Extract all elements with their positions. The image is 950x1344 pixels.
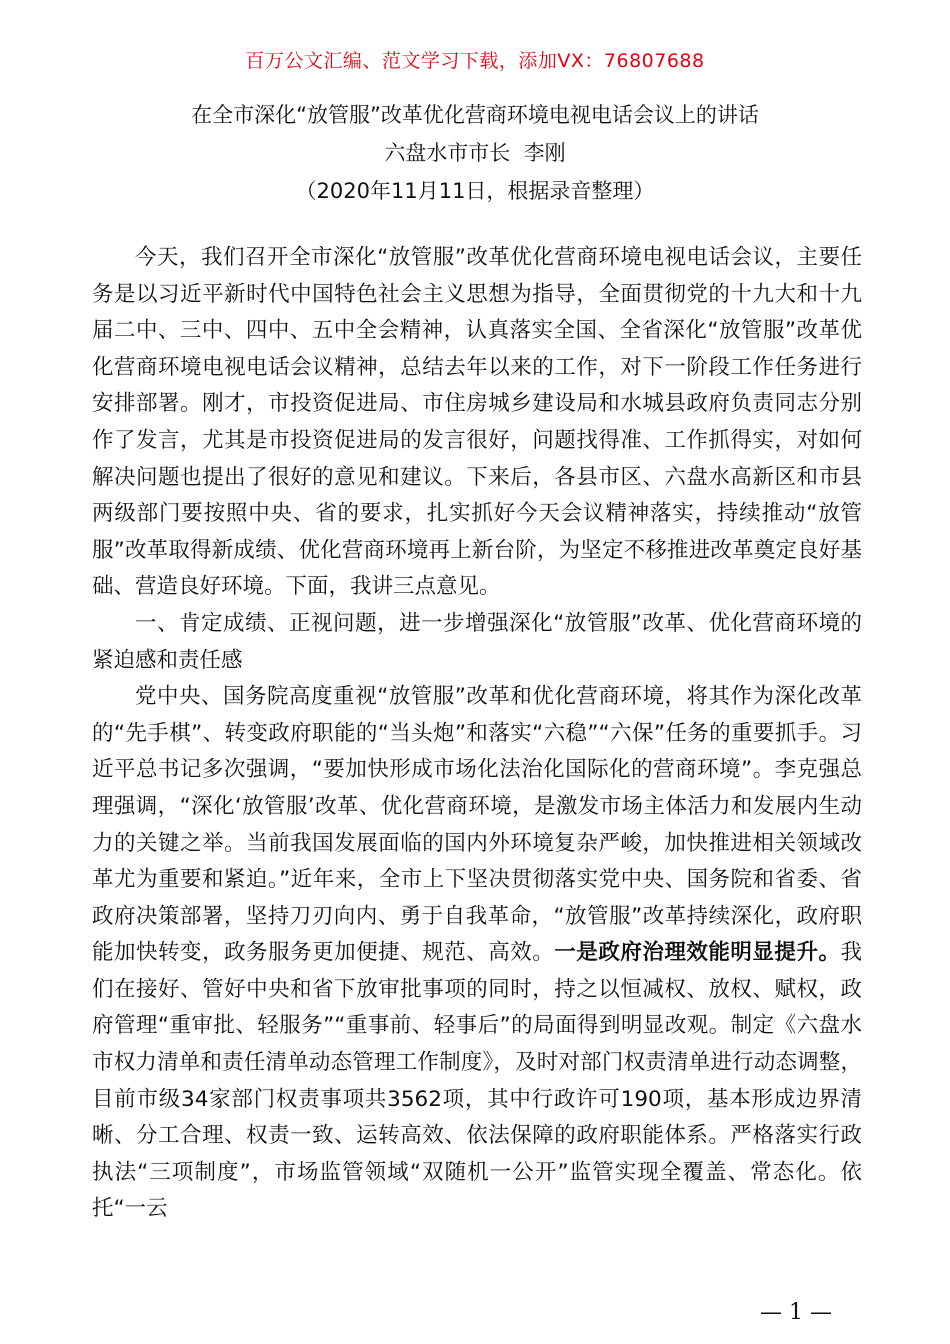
paragraph-intro: 今天，我们召开全市深化“放管服”改革优化营商环境电视电话会议，主要任务是以习近平新时代中国特色社会主义思想为指导，全面贯彻党的十九大和十九届二中、三中、四中、五中全会精神，认真落实全国、全省深化“放管服”改革优化营商环境电视电话会议精神，总结去年以来的工作，对下一阶段工作任务进行安排部署。刚才，市投资促进局、市住房城乡建设局和水城县政府负责同志分别作了发言，尤其是市投资促进局的发言很好，问题找得准、工作抓得实，对如何解决问题也提出了很好的意见和建议。下来后，各县市区、六盘水高新区和市县两级部门要按照中央、省的要求，扎实抓好今天会议精神落实，持续推动“放管服”改革取得新成绩、优化营商环境再上新台阶，为坚定不移推进改革奠定良好基础、营造良好环境。下面，我讲三点意见。 xyxy=(92,245,862,600)
speaker-line: 六盘水市市长 李刚 xyxy=(384,141,566,165)
body-text xyxy=(92,240,862,1228)
paragraph-text: 党中央、国务院高度重视“放管服”改革和优化营商环境，将其作为深化改革的“先手棋”、转变政府职能的“当头炮”和落实“六稳”“六保”任务的重要抓手。习近平总书记多次强调，“要加快形成市场化法治化国际化的营商环境”。李克强总理强调，“深化‘放管服’改革、优化营商环境，是激发市场主体活力和发展内生动力的关键之举。当前我国发展面临的国内外环境复杂严峻，加快推进相关领域改革尤为重要和紧迫。”近年来，全市上下坚决贯彻落实党中央、国务院和省委、省政府决策部署，坚持刀刃向内、勇于自我革命，“放管服”改革持续深化，政府职能加快转变，政务服务更加便捷、规范、高效。 xyxy=(92,684,862,966)
speech-title: 在全市深化“放管服”改革优化营商环境电视电话会议上的讲话 xyxy=(191,103,759,127)
section-heading-1: 一、肯定成绩、正视问题，进一步增强深化“放管服”改革、优化营商环境的紧迫感和责任感 xyxy=(92,610,862,673)
paragraph-achievements xyxy=(92,679,862,1228)
page-number: — 1 — xyxy=(760,1300,832,1325)
title-block xyxy=(0,96,950,210)
paragraph-text: 我们在接好、管好中央和省下放审批事项的同时，持之以恒减权、放权、赋权，政府管理“重审批、轻服务”“重事前、轻事后”的局面得到明显改观。制定《六盘水市权力清单和责任清单动态管理工作制度》，及时对部门权责清单进行动态调整，目前市级34家部门权责事项共3562项，其中行政许可190项，基本形成边界清晰、分工合理、权责一致、运转高效、依法保障的政府职能体系。严格落实行政执法“三项制度”，市场监管领域“双随机一公开”监管实现全覆盖、常态化。依托“一云 xyxy=(92,940,862,1222)
watermark-banner: 百万公文汇编、范文学习下载，添加VX：76807688 xyxy=(245,50,705,72)
bold-point-1: 一是政府治理效能明显提升。 xyxy=(554,940,841,966)
date-note: （2020年11月11日，根据录音整理） xyxy=(295,179,655,203)
